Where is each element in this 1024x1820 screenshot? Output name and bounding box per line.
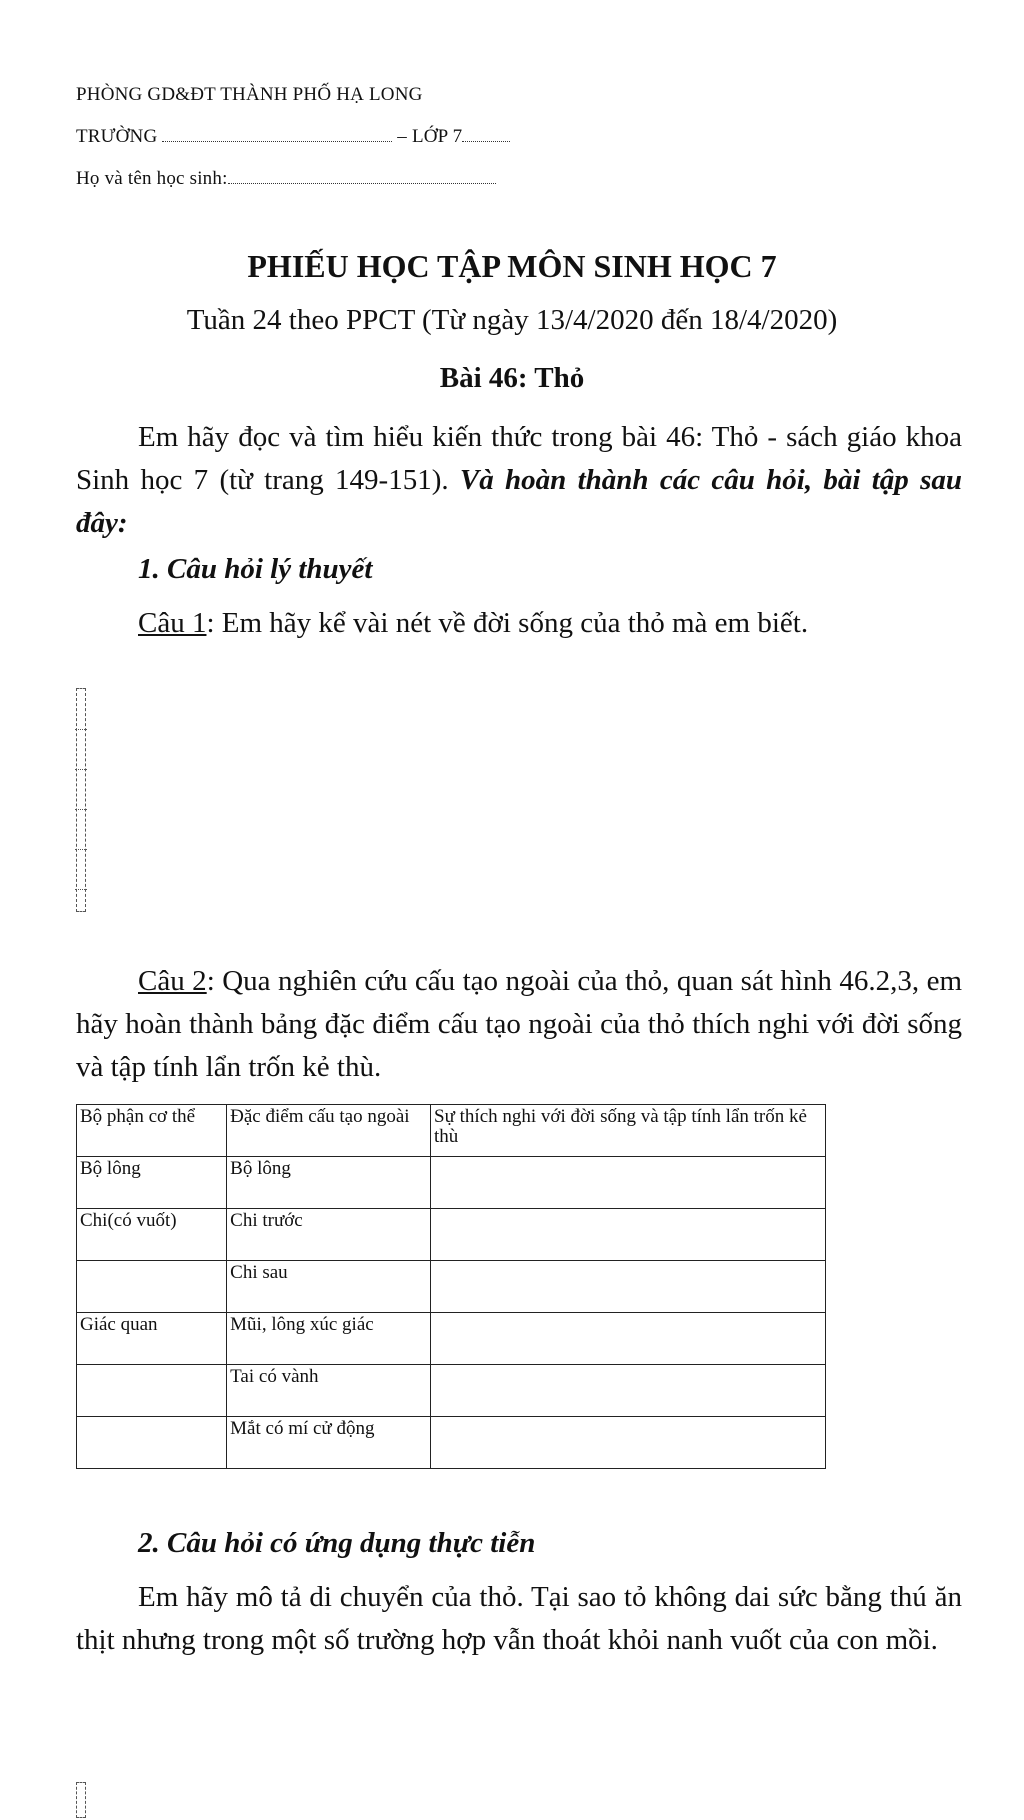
table-cell: Chi(có vuốt) xyxy=(77,1209,227,1261)
table-answer-cell[interactable] xyxy=(431,1417,826,1469)
question-1 xyxy=(76,602,962,645)
intro-text: Em hãy đọc và tìm hiểu kiến thức trong bài 46: Thỏ - sách giáo khoa Sinh học 7 (từ trang 149-151). xyxy=(76,421,962,496)
student-line xyxy=(76,168,496,190)
student-label: Họ và tên học sinh: xyxy=(76,168,228,189)
department-name: PHÒNG GD&ĐT THÀNH PHỐ HẠ LONG xyxy=(76,84,423,105)
lesson-title: Bài 46: Thỏ xyxy=(439,362,585,394)
table-row xyxy=(77,1261,826,1313)
table-cell: Mũi, lông xúc giác xyxy=(227,1313,431,1365)
table-answer-cell[interactable] xyxy=(431,1261,826,1313)
table-cell: Bộ lông xyxy=(227,1157,431,1209)
adaptation-table xyxy=(76,1104,826,1469)
table-cell xyxy=(77,1365,227,1417)
answer-2-area[interactable] xyxy=(76,1782,86,1818)
table-row xyxy=(77,1313,826,1365)
table-row xyxy=(77,1209,826,1261)
question-2 xyxy=(76,960,962,1089)
student-name-blank[interactable] xyxy=(228,169,496,184)
table-answer-cell[interactable] xyxy=(431,1209,826,1261)
intro-emphasis: Và hoàn thành các câu hỏi, bài tập sau đây: xyxy=(76,464,963,539)
week-subtitle: Tuần 24 theo PPCT (Từ ngày 13/4/2020 đến 18/4/2020) xyxy=(186,304,838,336)
table-cell: Tai có vành xyxy=(227,1365,431,1417)
table-row xyxy=(77,1417,826,1469)
practical-question: Em hãy mô tả di chuyển của thỏ. Tại sao tỏ không dai sức bằng thú ăn thịt nhưng trong một số trường hợp vẫn thoát khỏi nanh vuốt của con mồi. xyxy=(76,1581,962,1656)
table-header-row xyxy=(77,1105,826,1157)
question-1-label: Câu 1 xyxy=(138,607,207,639)
table-answer-cell[interactable] xyxy=(431,1157,826,1209)
school-label: TRƯỜNG xyxy=(76,126,158,147)
question-1-text: : Em hãy kể vài nét về đời sống của thỏ mà em biết. xyxy=(206,607,809,639)
table-header-feature: Đặc điểm cấu tạo ngoài xyxy=(227,1105,431,1157)
answer-1-area[interactable] xyxy=(76,688,86,912)
table-cell xyxy=(77,1261,227,1313)
table-cell: Chi trước xyxy=(227,1209,431,1261)
table-cell: Bộ lông xyxy=(77,1157,227,1209)
class-blank[interactable] xyxy=(462,127,510,142)
section1-heading: 1. Câu hỏi lý thuyết xyxy=(138,553,373,585)
table-row xyxy=(77,1365,826,1417)
school-blank[interactable] xyxy=(162,127,392,142)
department-line xyxy=(76,84,423,106)
school-line xyxy=(76,126,510,148)
table-answer-cell[interactable] xyxy=(431,1313,826,1365)
intro-paragraph xyxy=(76,416,962,545)
table-cell xyxy=(77,1417,227,1469)
table-cell: Chi sau xyxy=(227,1261,431,1313)
table-header-body-part: Bộ phận cơ thể xyxy=(77,1105,227,1157)
section2-heading: 2. Câu hỏi có ứng dụng thực tiễn xyxy=(138,1527,536,1559)
worksheet-title: PHIẾU HỌC TẬP MÔN SINH HỌC 7 xyxy=(247,248,777,284)
question-2-label: Câu 2 xyxy=(138,965,207,997)
question-2-text: : Qua nghiên cứu cấu tạo ngoài của thỏ, quan sát hình 46.2,3, em hãy hoàn thành bảng đặc điểm cấu tạo ngoài của thỏ thích nghi với đời sống và tập tính lẩn trốn kẻ thù. xyxy=(76,965,962,1083)
class-label: – LỚP 7 xyxy=(397,126,463,147)
table-cell: Giác quan xyxy=(77,1313,227,1365)
table-header-adaptation: Sự thích nghi với đời sống và tập tính lẩn trốn kẻ thù xyxy=(431,1105,826,1157)
table-cell: Mắt có mí cử động xyxy=(227,1417,431,1469)
table-answer-cell[interactable] xyxy=(431,1365,826,1417)
table-row xyxy=(77,1157,826,1209)
